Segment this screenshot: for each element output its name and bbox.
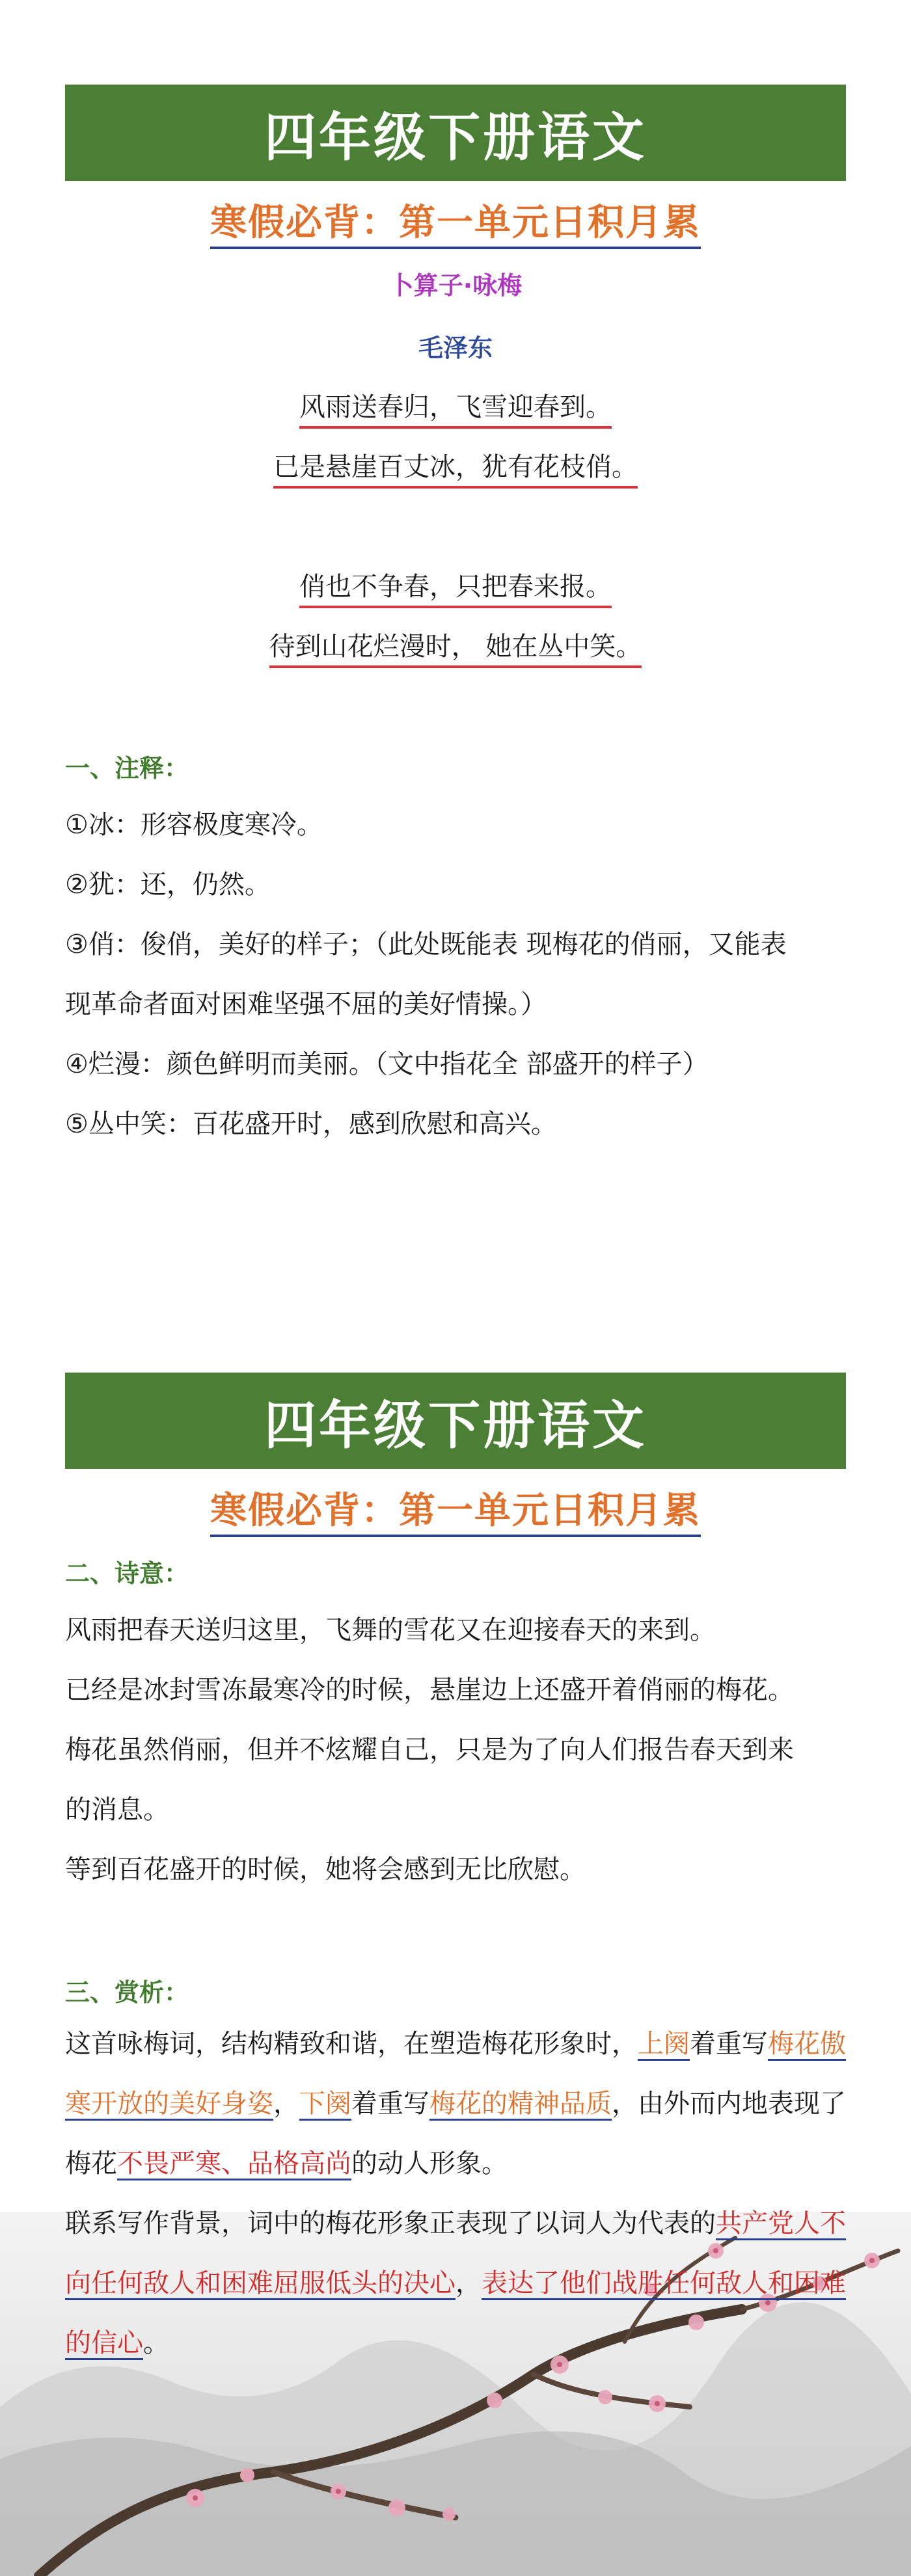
- note-line: ③俏：俊俏，美好的样子；（此处既能表 现梅花的俏丽，又能表: [65, 930, 787, 959]
- highlight-confidence: 表达了他们战胜任何敌人和困难的信心: [65, 2268, 846, 2360]
- note-line: ②犹：还，仍然。: [65, 870, 271, 900]
- appreciation-heading: 三、赏析：: [65, 1978, 189, 2007]
- banner-title: 四年级下册语文: [264, 107, 647, 168]
- note-line: ④烂漫：颜色鲜明而美丽。（文中指花全 部盛开的样子）: [65, 1049, 709, 1079]
- text-run: 联系写作背景，词中的梅花形象正表现了以词人为代表的: [65, 2208, 716, 2238]
- verse-text: 待到山花烂漫时， 她在丛中笑。: [269, 632, 642, 668]
- verse-line: [0, 626, 911, 663]
- text-run: 。: [143, 2328, 169, 2358]
- meaning-heading: 二、诗意：: [65, 1559, 189, 1588]
- highlight-lower-stanza: 下阕: [299, 2089, 351, 2121]
- appreciation-paragraph-1: [65, 2014, 846, 2194]
- verse-text: 俏也不争春，只把春来报。: [299, 572, 612, 608]
- meaning-line: 梅花虽然俏丽，但并不炫耀自己，只是为了向人们报告春天到来: [65, 1735, 794, 1765]
- poem-author: 毛泽东: [418, 334, 493, 362]
- subtitle-text: 寒假必背：第一单元日积月累: [210, 202, 701, 249]
- note-line: ①冰：形容极度寒冷。: [65, 810, 323, 840]
- verse-line: [0, 566, 911, 603]
- text-run: 着重写: [690, 2029, 768, 2059]
- meaning-line: 风雨把春天送归这里，飞舞的雪花又在迎接春天的来到。: [65, 1615, 716, 1645]
- highlight-resolve: 共产党人不向任何敌人和困难屈服低头的决心: [65, 2208, 846, 2300]
- notes-heading: 一、注释：: [65, 754, 189, 783]
- verse-line: [0, 386, 911, 423]
- meaning-line: 的消息。: [65, 1795, 169, 1825]
- text-run: ，由外而内地表现了梅花: [65, 2089, 846, 2179]
- meaning-line: 已经是冰封雪冻最寒冷的时候，悬崖边上还盛开着俏丽的梅花。: [65, 1675, 794, 1705]
- verse-text: 已是悬崖百丈冰，犹有花枝俏。: [273, 452, 638, 489]
- note-line: ⑤丛中笑：百花盛开时，感到欣慰和高兴。: [65, 1109, 557, 1139]
- verse-line: [0, 446, 911, 483]
- note-line: 现革命者面对困难坚强不屈的美好情操。）: [65, 989, 547, 1019]
- text-run: 着重写: [351, 2089, 429, 2119]
- text-run: 这首咏梅词，结构精致和谐，在塑造梅花形象时，: [65, 2029, 638, 2059]
- text-run: ，: [456, 2268, 482, 2298]
- meaning-line: 等到百花盛开的时候，她将会感到无比欣慰。: [65, 1855, 586, 1885]
- title-banner: [65, 85, 846, 181]
- appreciation-paragraph-2: [65, 2194, 846, 2373]
- title-banner: [65, 1373, 846, 1469]
- text-run: 的动人形象。: [351, 2149, 508, 2179]
- subtitle: [0, 1482, 911, 1534]
- verse-text: 风雨送春归，飞雪迎春到。: [299, 392, 612, 429]
- highlight-upper-stanza: 上阕: [638, 2029, 690, 2061]
- text-run: ，: [273, 2089, 299, 2119]
- subtitle: [0, 194, 911, 246]
- banner-title: 四年级下册语文: [264, 1395, 647, 1456]
- highlight-spirit: 梅花的精神品质: [429, 2089, 612, 2121]
- subtitle-text: 寒假必背：第一单元日积月累: [210, 1490, 701, 1537]
- poem-title: 卜算子·咏梅: [388, 271, 523, 300]
- highlight-character: 不畏严寒、品格高尚: [117, 2149, 351, 2180]
- highlight-posture: 梅花傲寒开放的美好身姿: [65, 2029, 846, 2121]
